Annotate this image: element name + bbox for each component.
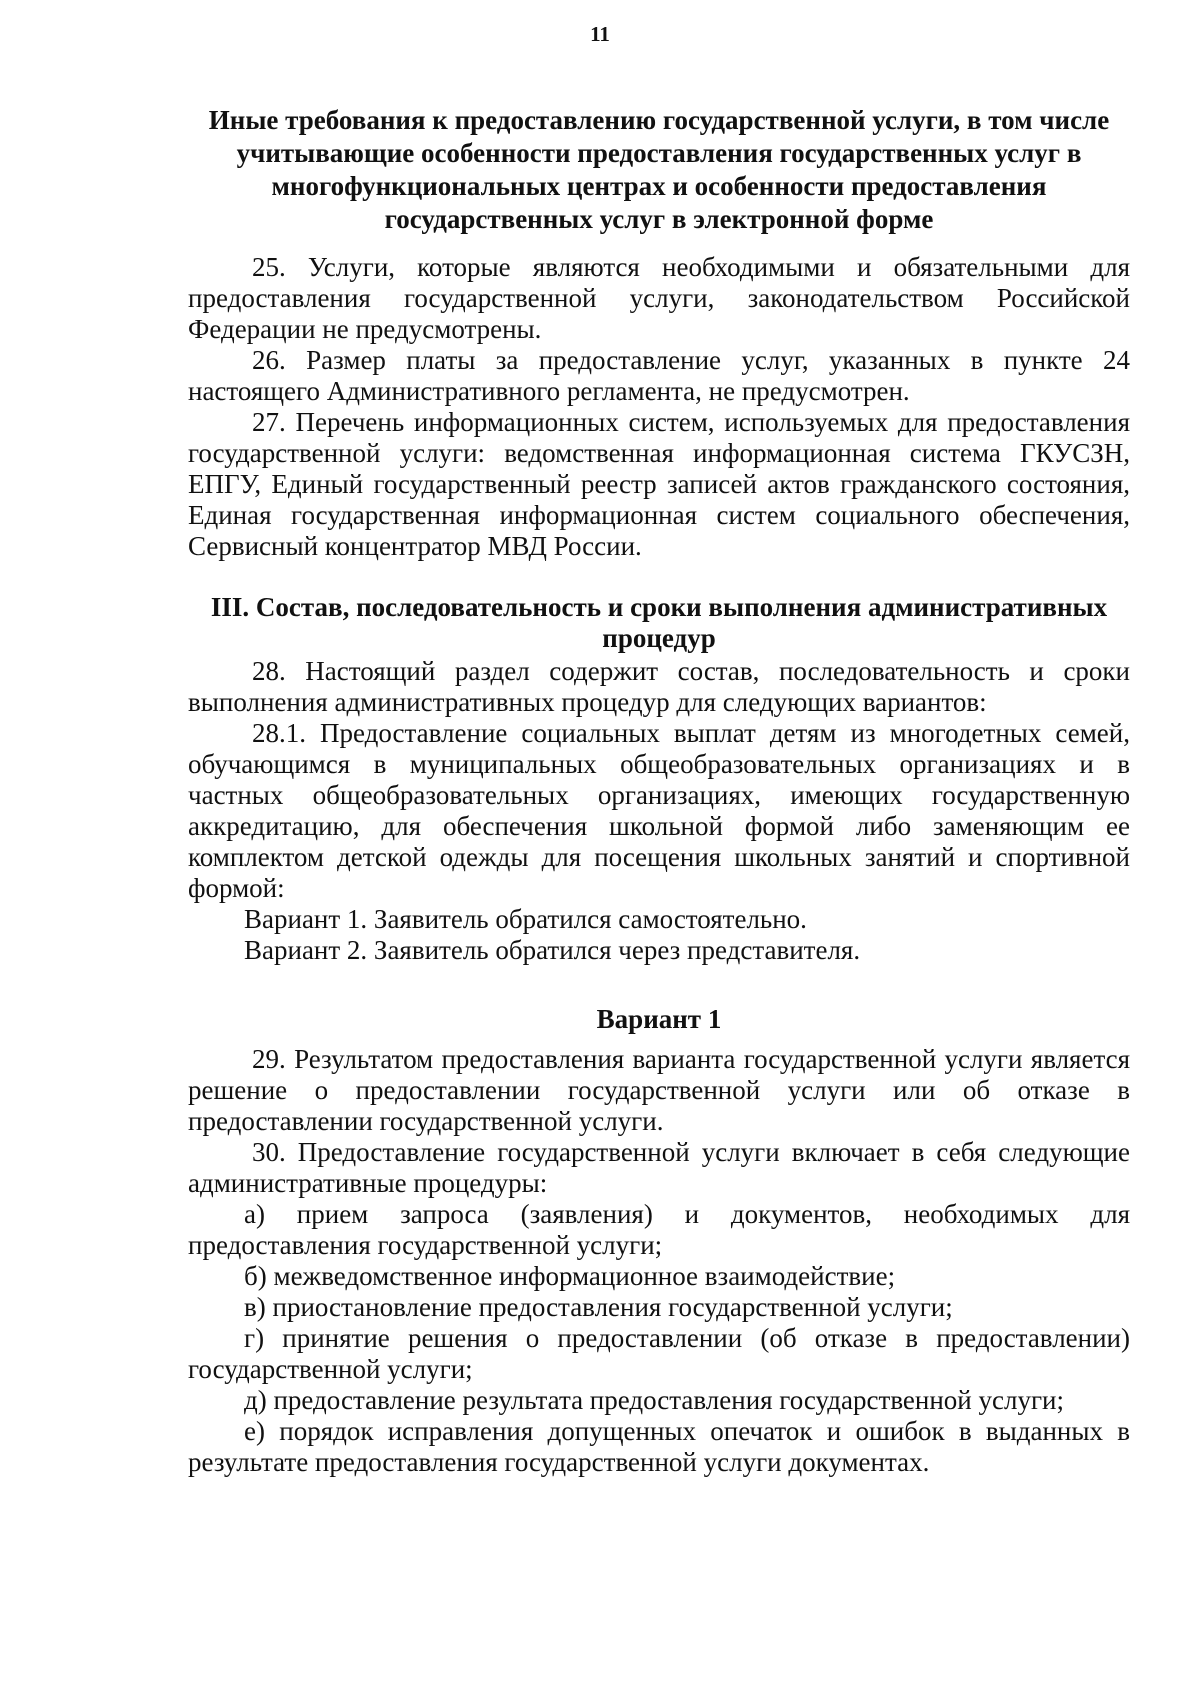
page-number: 11 — [590, 22, 610, 46]
paragraph-30: 30. Предоставление государственной услуги включает в себя следующие административные процедуры: — [188, 1137, 1130, 1198]
procedure-d: д) предоставление результата предоставления государственной услуги; — [244, 1385, 1064, 1415]
paragraph-29: 29. Результатом предоставления варианта государственной услуги является решение о предоставлении государственной услуги или об отказе в предоставлении государственной услуги. — [188, 1044, 1130, 1136]
procedure-e: е) порядок исправления допущенных опечаток и ошибок в выданных в результате предоставления государственной услуги документах. — [188, 1416, 1130, 1477]
variant-line-2: Вариант 2. Заявитель обратился через представителя. — [244, 935, 861, 965]
procedure-v: в) приостановление предоставления государственной услуги; — [244, 1292, 953, 1322]
paragraphs-block-b — [188, 656, 1130, 966]
variant-heading: Вариант 1 — [596, 1004, 722, 1034]
paragraph-25: 25. Услуги, которые являются необходимыми и обязательными для предоставления государственной услуги, законодательством Российской Федерации не предусмотрены. — [188, 252, 1130, 344]
variant-line-1: Вариант 1. Заявитель обратился самостоятельно. — [244, 904, 807, 934]
procedure-a: а) прием запроса (заявления) и документов, необходимых для предоставления государственной услуги; — [188, 1199, 1130, 1260]
paragraph-28-1: 28.1. Предоставление социальных выплат детям из многодетных семей, обучающимся в муниципальных общеобразовательных организациях и в частных общеобразовательных организациях, имеющих государственную аккредитацию, для обеспечения школьной формой либо заменяющим ее комплектом детской одежды для посещения школьных занятий и спортивной формой: — [188, 718, 1130, 903]
paragraphs-block-a — [188, 252, 1130, 562]
paragraph-28: 28. Настоящий раздел содержит состав, последовательность и сроки выполнения административных процедур для следующих вариантов: — [188, 656, 1130, 717]
section-heading: Иные требования к предоставлению государственной услуги, в том числе учитывающие особенности предоставления государственных услуг в многофункциональных центрах и особенности предоставления государственных услуг в электронной форме — [208, 105, 1110, 234]
paragraphs-block-c — [188, 1044, 1130, 1478]
section-iii-heading: III. Состав, последовательность и сроки выполнения административных процедур — [210, 592, 1108, 653]
paragraph-27: 27. Перечень информационных систем, используемых для предоставления государственной услуги: ведомственная информационная система ГКУСЗН, ЕПГУ, Единый государственный реестр записей актов гражданского состояния, Единая государственная информационная систем социального обеспечения, Сервисный концентратор МВД России. — [188, 407, 1130, 561]
procedure-b: б) межведомственное информационное взаимодействие; — [244, 1261, 896, 1291]
variant-heading-wrap — [188, 1004, 1130, 1035]
paragraph-26: 26. Размер платы за предоставление услуг, указанных в пункте 24 настоящего Административного регламента, не предусмотрен. — [188, 345, 1130, 406]
procedure-g: г) принятие решения о предоставлении (об отказе в предоставлении) государственной услуги; — [188, 1323, 1130, 1384]
